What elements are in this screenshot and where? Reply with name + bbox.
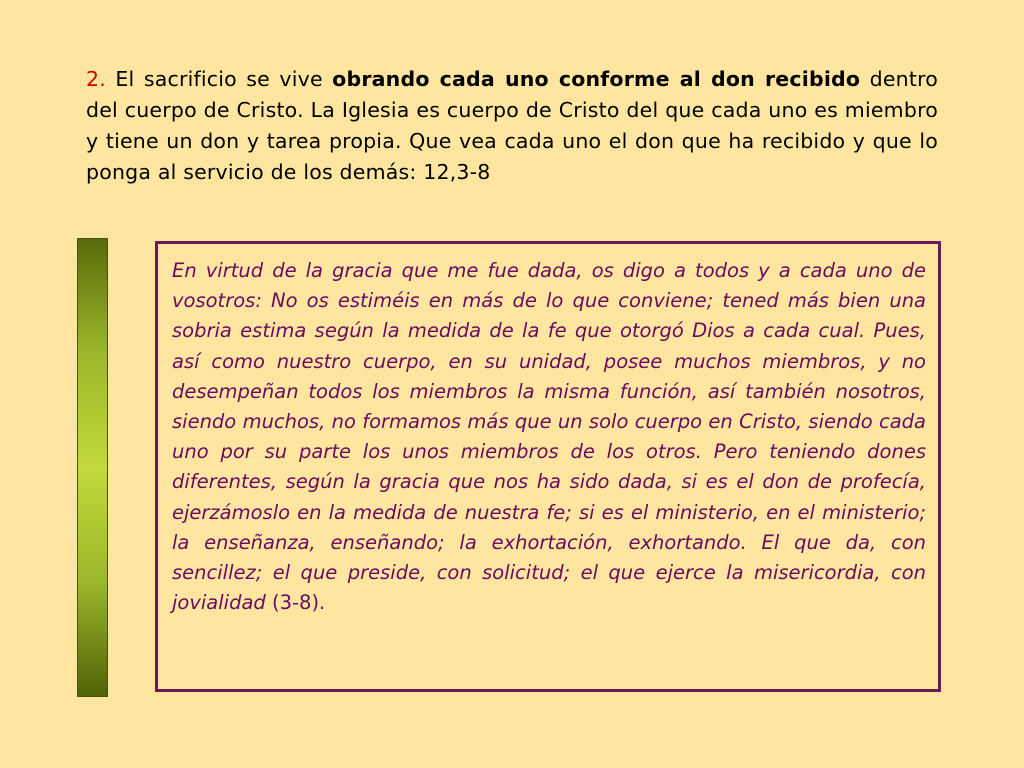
quote-box	[155, 241, 941, 692]
section-number: 2.	[86, 67, 106, 91]
intro-text-after: dentro del cuerpo de Cristo. La Iglesia es cuerpo de Cristo del que cada uno es miembro y tiene un don y tarea propia. Que vea cada uno el don que ha recibido y que lo ponga al servicio de los demás: 12,3-8	[86, 67, 938, 184]
intro-paragraph	[86, 64, 938, 188]
intro-bold-phrase: obrando cada uno conforme al don recibido	[332, 67, 861, 91]
scripture-quote	[172, 256, 926, 618]
intro-text-before: El sacrificio se vive	[105, 67, 333, 91]
quote-text: En virtud de la gracia que me fue dada, os digo a todos y a cada uno de vosotros: No os estiméis en más de lo que conviene; tened más bien una sobria estima según la medida de la fe que otorgó Dios a cada cual. Pues, así como nuestro cuerpo, en su unidad, posee muchos miembros, y no desempeñan todos los miembros la misma función, así también nosotros, siendo muchos, no formamos más que un solo cuerpo en Cristo, siendo cada uno por su parte los unos miembros de los otros. Pero teniendo dones diferentes, según la gracia que nos ha sido dada, si es el don de profecía, ejerzámoslo en la medida de nuestra fe; si es el ministerio, en el ministerio; la enseñanza, enseñando; la exhortación, exhortando. El que da, con sencillez; el que preside, con solicitud; el que ejerce la misericordia, con jovialidad	[172, 259, 926, 615]
decorative-green-bar	[77, 238, 108, 697]
quote-reference: (3-8).	[265, 591, 326, 615]
